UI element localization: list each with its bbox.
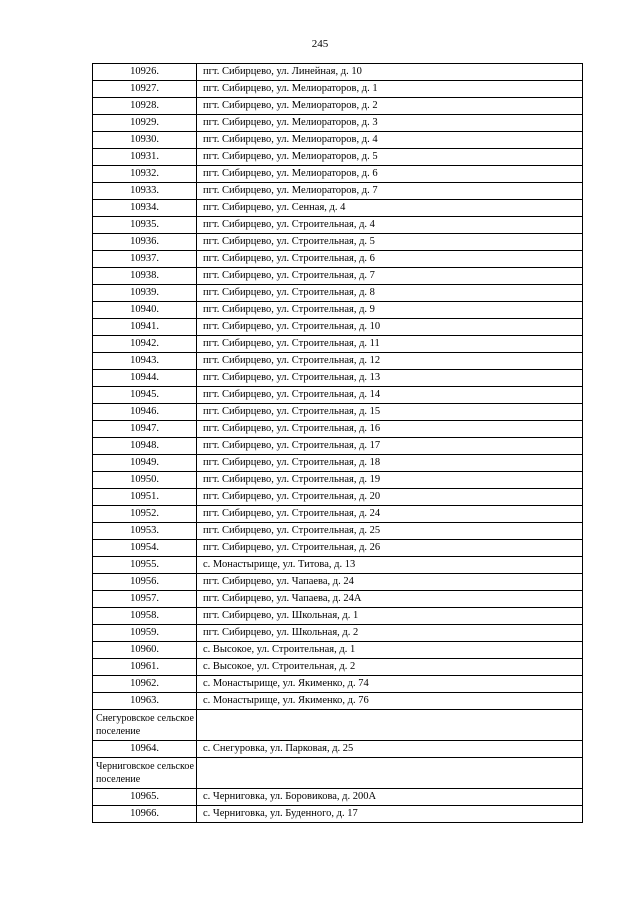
- address-cell: пгт. Сибирцево, ул. Строительная, д. 5: [197, 234, 583, 251]
- row-number: 10956.: [93, 574, 197, 591]
- table-row: [93, 676, 583, 693]
- row-number: 10957.: [93, 591, 197, 608]
- table-row: [93, 789, 583, 806]
- row-number: 10953.: [93, 523, 197, 540]
- address-cell: пгт. Сибирцево, ул. Чапаева, д. 24: [197, 574, 583, 591]
- address-cell: пгт. Сибирцево, ул. Строительная, д. 15: [197, 404, 583, 421]
- table-row: [93, 591, 583, 608]
- address-register-body: [93, 64, 583, 823]
- page-number: 245: [311, 38, 329, 50]
- table-row: [93, 132, 583, 149]
- row-number: 10933.: [93, 183, 197, 200]
- address-cell: пгт. Сибирцево, ул. Строительная, д. 7: [197, 268, 583, 285]
- address-cell: пгт. Сибирцево, ул. Строительная, д. 25: [197, 523, 583, 540]
- address-cell: пгт. Сибирцево, ул. Школьная, д. 1: [197, 608, 583, 625]
- address-cell: с. Черниговка, ул. Боровикова, д. 200А: [197, 789, 583, 806]
- address-cell: с. Высокое, ул. Строительная, д. 1: [197, 642, 583, 659]
- address-cell: с. Черниговка, ул. Буденного, д. 17: [197, 806, 583, 823]
- row-number: 10938.: [93, 268, 197, 285]
- row-number: 10926.: [93, 64, 197, 81]
- row-number: 10943.: [93, 353, 197, 370]
- address-cell: пгт. Сибирцево, ул. Строительная, д. 14: [197, 387, 583, 404]
- address-cell: пгт. Сибирцево, ул. Строительная, д. 4: [197, 217, 583, 234]
- table-row: [93, 523, 583, 540]
- address-cell: пгт. Сибирцево, ул. Строительная, д. 10: [197, 319, 583, 336]
- address-cell: пгт. Сибирцево, ул. Строительная, д. 12: [197, 353, 583, 370]
- row-number: 10942.: [93, 336, 197, 353]
- row-number: 10951.: [93, 489, 197, 506]
- settlement-name: Снегуровское сельское поселение: [93, 710, 197, 741]
- row-number: 10963.: [93, 693, 197, 710]
- settlement-name: Черниговское сельское поселение: [93, 758, 197, 789]
- table-row: [93, 64, 583, 81]
- row-number: 10945.: [93, 387, 197, 404]
- row-number: 10929.: [93, 115, 197, 132]
- row-number: 10946.: [93, 404, 197, 421]
- address-cell: пгт. Сибирцево, ул. Линейная, д. 10: [197, 64, 583, 81]
- address-cell: пгт. Сибирцево, ул. Сенная, д. 4: [197, 200, 583, 217]
- address-cell: пгт. Сибирцево, ул. Строительная, д. 20: [197, 489, 583, 506]
- address-cell: пгт. Сибирцево, ул. Мелиораторов, д. 3: [197, 115, 583, 132]
- address-cell: с. Монастырище, ул. Якименко, д. 76: [197, 693, 583, 710]
- address-cell: с. Снегуровка, ул. Парковая, д. 25: [197, 741, 583, 758]
- table-row: [93, 540, 583, 557]
- table-row: [93, 472, 583, 489]
- row-number: 10955.: [93, 557, 197, 574]
- settlement-section-row: [93, 710, 583, 741]
- row-number: 10959.: [93, 625, 197, 642]
- address-cell: пгт. Сибирцево, ул. Строительная, д. 18: [197, 455, 583, 472]
- address-cell: пгт. Сибирцево, ул. Строительная, д. 6: [197, 251, 583, 268]
- row-number: 10950.: [93, 472, 197, 489]
- address-cell: пгт. Сибирцево, ул. Чапаева, д. 24А: [197, 591, 583, 608]
- table-row: [93, 98, 583, 115]
- row-number: 10965.: [93, 789, 197, 806]
- table-row: [93, 659, 583, 676]
- address-cell: пгт. Сибирцево, ул. Строительная, д. 24: [197, 506, 583, 523]
- address-cell: пгт. Сибирцево, ул. Мелиораторов, д. 5: [197, 149, 583, 166]
- table-row: [93, 319, 583, 336]
- row-number: 10960.: [93, 642, 197, 659]
- table-row: [93, 404, 583, 421]
- row-number: 10941.: [93, 319, 197, 336]
- settlement-section-row: [93, 758, 583, 789]
- address-cell: с. Монастырище, ул. Титова, д. 13: [197, 557, 583, 574]
- address-cell: пгт. Сибирцево, ул. Строительная, д. 11: [197, 336, 583, 353]
- address-cell: пгт. Сибирцево, ул. Мелиораторов, д. 7: [197, 183, 583, 200]
- address-cell: пгт. Сибирцево, ул. Строительная, д. 16: [197, 421, 583, 438]
- table-row: [93, 285, 583, 302]
- table-row: [93, 166, 583, 183]
- table-row: [93, 455, 583, 472]
- row-number: 10931.: [93, 149, 197, 166]
- settlement-address-cell-empty: [197, 758, 583, 789]
- row-number: 10927.: [93, 81, 197, 98]
- row-number: 10935.: [93, 217, 197, 234]
- address-cell: пгт. Сибирцево, ул. Строительная, д. 13: [197, 370, 583, 387]
- table-row: [93, 625, 583, 642]
- table-row: [93, 438, 583, 455]
- table-row: [93, 506, 583, 523]
- address-cell: пгт. Сибирцево, ул. Строительная, д. 8: [197, 285, 583, 302]
- table-row: [93, 741, 583, 758]
- table-row: [93, 81, 583, 98]
- row-number: 10944.: [93, 370, 197, 387]
- row-number: 10966.: [93, 806, 197, 823]
- address-cell: пгт. Сибирцево, ул. Мелиораторов, д. 1: [197, 81, 583, 98]
- table-row: [93, 251, 583, 268]
- row-number: 10948.: [93, 438, 197, 455]
- address-register-table: [92, 63, 583, 823]
- row-number: 10940.: [93, 302, 197, 319]
- address-cell: с. Монастырище, ул. Якименко, д. 74: [197, 676, 583, 693]
- table-row: [93, 806, 583, 823]
- table-row: [93, 557, 583, 574]
- address-cell: пгт. Сибирцево, ул. Мелиораторов, д. 6: [197, 166, 583, 183]
- table-row: [93, 268, 583, 285]
- table-row: [93, 693, 583, 710]
- table-row: [93, 421, 583, 438]
- row-number: 10937.: [93, 251, 197, 268]
- row-number: 10958.: [93, 608, 197, 625]
- table-row: [93, 115, 583, 132]
- address-cell: пгт. Сибирцево, ул. Строительная, д. 9: [197, 302, 583, 319]
- address-cell: пгт. Сибирцево, ул. Школьная, д. 2: [197, 625, 583, 642]
- row-number: 10928.: [93, 98, 197, 115]
- row-number: 10962.: [93, 676, 197, 693]
- row-number: 10934.: [93, 200, 197, 217]
- address-cell: пгт. Сибирцево, ул. Строительная, д. 17: [197, 438, 583, 455]
- table-row: [93, 336, 583, 353]
- table-row: [93, 217, 583, 234]
- table-row: [93, 353, 583, 370]
- row-number: 10961.: [93, 659, 197, 676]
- table-row: [93, 574, 583, 591]
- table-row: [93, 302, 583, 319]
- row-number: 10932.: [93, 166, 197, 183]
- table-row: [93, 608, 583, 625]
- address-cell: пгт. Сибирцево, ул. Строительная, д. 19: [197, 472, 583, 489]
- settlement-address-cell-empty: [197, 710, 583, 741]
- row-number: 10954.: [93, 540, 197, 557]
- row-number: 10952.: [93, 506, 197, 523]
- table-row: [93, 200, 583, 217]
- row-number: 10949.: [93, 455, 197, 472]
- table-row: [93, 370, 583, 387]
- table-row: [93, 642, 583, 659]
- table-row: [93, 387, 583, 404]
- row-number: 10939.: [93, 285, 197, 302]
- row-number: 10936.: [93, 234, 197, 251]
- table-row: [93, 183, 583, 200]
- row-number: 10947.: [93, 421, 197, 438]
- row-number: 10930.: [93, 132, 197, 149]
- table-row: [93, 149, 583, 166]
- address-cell: пгт. Сибирцево, ул. Строительная, д. 26: [197, 540, 583, 557]
- address-cell: пгт. Сибирцево, ул. Мелиораторов, д. 4: [197, 132, 583, 149]
- address-cell: с. Высокое, ул. Строительная, д. 2: [197, 659, 583, 676]
- table-row: [93, 489, 583, 506]
- table-row: [93, 234, 583, 251]
- address-cell: пгт. Сибирцево, ул. Мелиораторов, д. 2: [197, 98, 583, 115]
- row-number: 10964.: [93, 741, 197, 758]
